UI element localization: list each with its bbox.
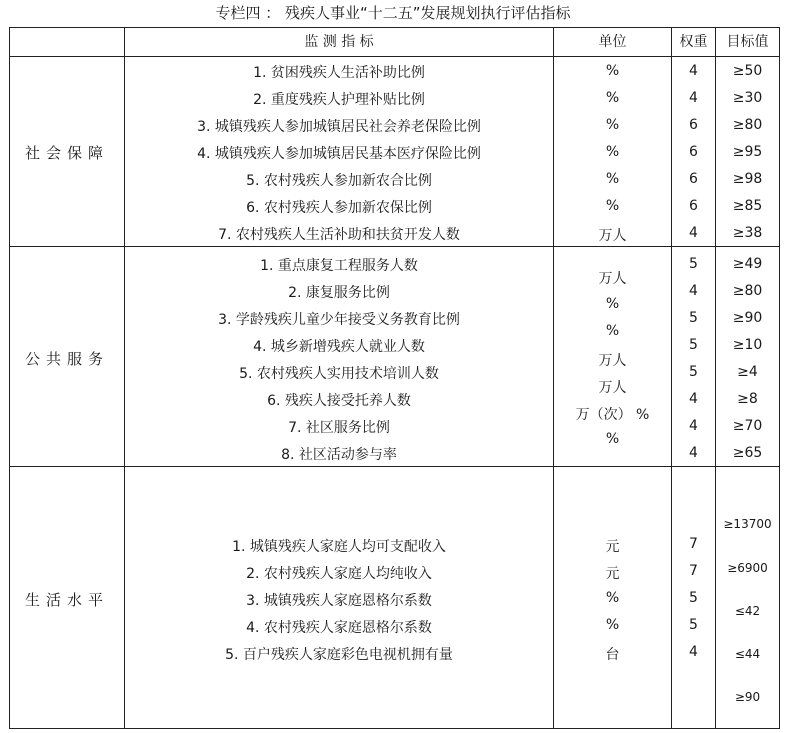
public-indicator: 8. 社区活动参与率: [281, 447, 397, 463]
living-indicator: 1. 城镇残疾人家庭人均可支配收入: [232, 539, 446, 555]
public-unit: 万人: [598, 380, 627, 396]
living-weight: 7: [689, 563, 698, 579]
category-living-standard: 生活水平: [24, 591, 109, 609]
public-unit: 万（次） %: [575, 407, 650, 423]
living-target: ≤42: [734, 604, 761, 618]
living-unit: 元: [605, 539, 620, 555]
social-unit: %: [605, 144, 620, 160]
social-weight: 6: [689, 198, 698, 214]
public-unit: %: [605, 296, 620, 312]
public-indicator: 6. 残疾人接受托养人数: [267, 393, 411, 409]
rule-right: [779, 27, 780, 729]
header-indicator: 监 测 指 标: [304, 34, 374, 50]
social-weight: 6: [689, 117, 698, 133]
header-weight: 权重: [679, 34, 708, 50]
social-target: ≥30: [732, 90, 763, 106]
living-indicator: 5. 百户残疾人家庭彩色电视机拥有量: [225, 647, 453, 663]
public-weight: 5: [689, 310, 698, 326]
social-target: ≥38: [732, 225, 763, 241]
public-target: ≥80: [732, 283, 763, 299]
living-target: ≥6900: [727, 561, 768, 575]
living-unit: %: [605, 617, 620, 633]
living-weight: 7: [689, 536, 698, 552]
social-weight: 4: [689, 90, 698, 106]
social-target: ≥50: [732, 63, 763, 79]
living-indicator: 3. 城镇残疾人家庭恩格尔系数: [246, 593, 432, 609]
public-target: ≥70: [732, 418, 763, 434]
social-target: ≥98: [732, 171, 763, 187]
social-weight: 4: [689, 225, 698, 241]
social-indicator: 5. 农村残疾人参加新农合比例: [246, 173, 432, 189]
public-indicator: 3. 学龄残疾儿童少年接受义务教育比例: [218, 312, 460, 328]
public-indicator: 2. 康复服务比例: [288, 285, 390, 301]
public-weight: 5: [689, 364, 698, 380]
living-target: ≥13700: [723, 517, 772, 531]
social-indicator: 6. 农村残疾人参加新农保比例: [246, 200, 432, 216]
living-unit: 元: [605, 566, 620, 582]
rule-left: [9, 27, 10, 729]
living-indicator: 2. 农村残疾人家庭人均纯收入: [246, 566, 432, 582]
social-target: ≥95: [732, 144, 763, 160]
header-target: 目标值: [726, 34, 769, 50]
social-unit: %: [605, 198, 620, 214]
public-indicator: 5. 农村残疾人实用技术培训人数: [239, 366, 439, 382]
category-public-service: 公共服务: [24, 350, 109, 368]
social-unit: %: [605, 90, 620, 106]
public-target: ≥4: [737, 364, 758, 380]
social-unit: %: [605, 171, 620, 187]
public-target: ≥49: [732, 256, 763, 272]
public-weight: 4: [689, 283, 698, 299]
living-weight: 5: [689, 590, 698, 606]
category-social-security: 社会保障: [24, 144, 109, 162]
social-unit: %: [605, 117, 620, 133]
public-unit: 万人: [598, 353, 627, 369]
public-target: ≥90: [732, 310, 763, 326]
living-unit: %: [605, 590, 620, 606]
public-weight: 5: [689, 256, 698, 272]
living-weight: 4: [689, 644, 698, 660]
public-unit: %: [605, 431, 620, 447]
public-target: ≥65: [732, 445, 763, 461]
public-indicator: 7. 社区服务比例: [288, 420, 390, 436]
social-indicator: 3. 城镇残疾人参加城镇居民社会养老保险比例: [197, 119, 481, 135]
living-weight: 5: [689, 617, 698, 633]
living-unit: 台: [605, 647, 620, 663]
public-weight: 5: [689, 337, 698, 353]
public-target: ≥10: [732, 337, 763, 353]
social-unit: 万人: [598, 228, 627, 244]
public-weight: 4: [689, 418, 698, 434]
social-weight: 4: [689, 63, 698, 79]
public-indicator: 4. 城乡新增残疾人就业人数: [253, 339, 425, 355]
living-target: ≤44: [734, 647, 761, 661]
header-unit: 单位: [598, 34, 627, 50]
social-indicator: 4. 城镇残疾人参加城镇居民基本医疗保险比例: [197, 146, 481, 162]
social-target: ≥80: [732, 117, 763, 133]
living-indicator: 4. 农村残疾人家庭恩格尔系数: [246, 620, 432, 636]
social-indicator: 1. 贫困残疾人生活补助比例: [253, 65, 425, 81]
public-unit: %: [605, 323, 620, 339]
public-indicator: 1. 重点康复工程服务人数: [260, 258, 418, 274]
social-weight: 6: [689, 144, 698, 160]
social-indicator: 7. 农村残疾人生活补助和扶贫开发人数: [218, 227, 460, 243]
social-target: ≥85: [732, 198, 763, 214]
social-weight: 6: [689, 171, 698, 187]
table-title: 专栏四 ： 残疾人事业“十二五”发展规划执行评估指标: [215, 4, 571, 22]
public-unit: 万人: [598, 271, 627, 287]
social-unit: %: [605, 63, 620, 79]
public-weight: 4: [689, 445, 698, 461]
living-target: ≥90: [734, 690, 761, 704]
public-weight: 4: [689, 391, 698, 407]
public-target: ≥8: [737, 391, 758, 407]
social-indicator: 2. 重度残疾人护理补贴比例: [253, 92, 425, 108]
